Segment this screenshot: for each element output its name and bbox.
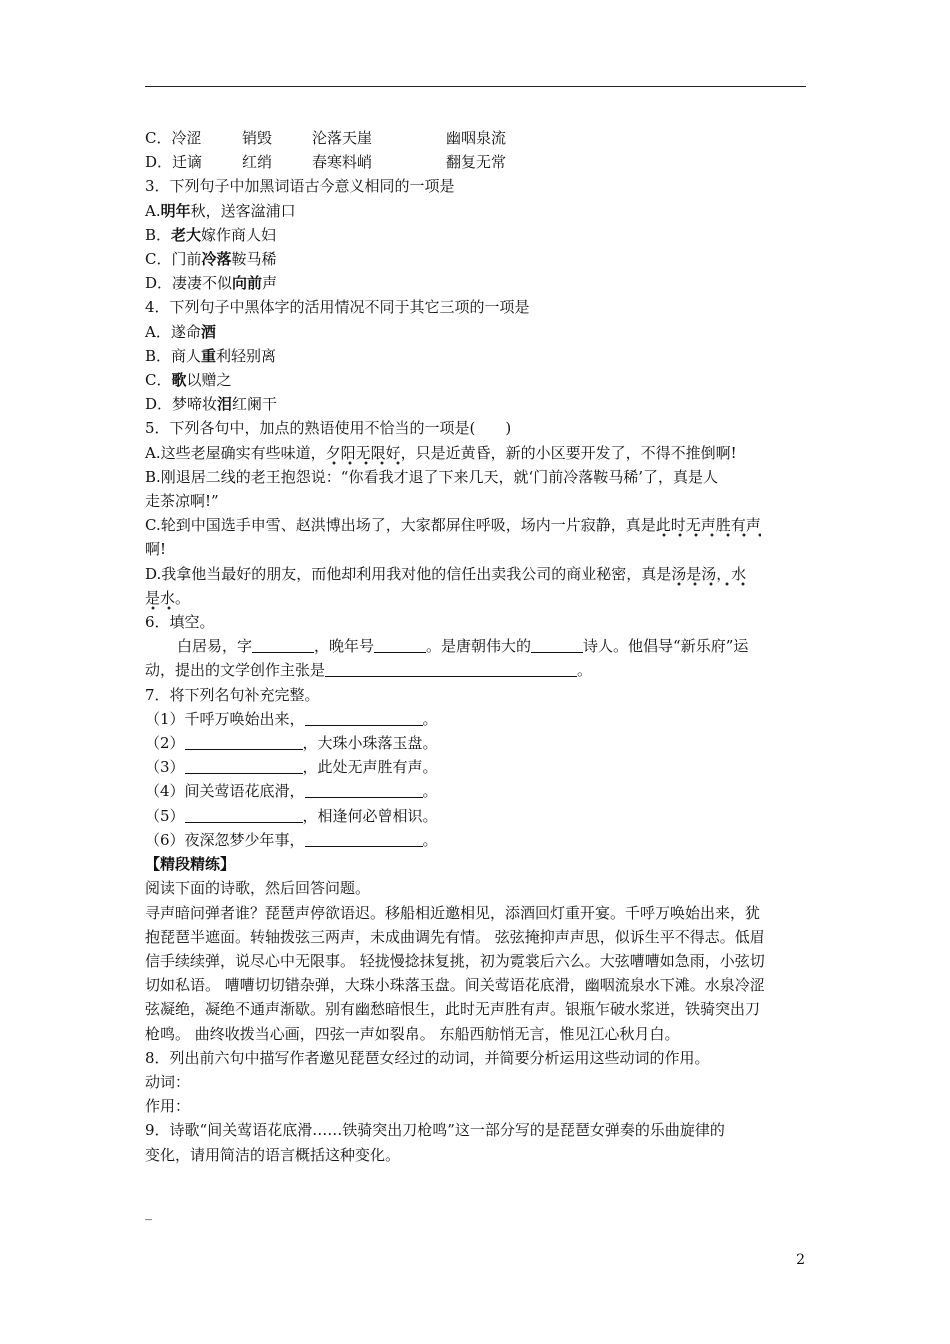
q7-item-1: （1）千呼万唤始出来， 。 — [145, 709, 438, 728]
q6-stem: 6．填空。 — [145, 613, 215, 632]
cell: C．冷涩 — [145, 129, 202, 147]
q5-option-b-line1: B.刚退居二线的老王抱怨说：“你看我才退了下来几天，就‘门前冷落鞍马稀’了，真是人 — [145, 467, 718, 486]
q3-option-a: A.明年秋，送客湓浦口 — [145, 201, 296, 220]
q7-item-5: （5） ，相逢何必曾相识。 — [145, 806, 438, 825]
blank-field — [374, 637, 426, 653]
q5-option-a: A.这些老屋确实有些味道，夕阳无限好，只是近黄昏，新的小区要开发了，不得不推倒啊! — [145, 441, 808, 465]
q8-stem: 8．列出前六句中描写作者邀见琵琶女经过的动词，并简要分析运用这些动词的作用。 — [145, 1048, 710, 1067]
document-body — [145, 126, 808, 1167]
q7-item-2: （2） ，大珠小珠落玉盘。 — [145, 734, 438, 753]
poem-line: 信手续续弹，说尽心中无限事。 轻拢慢捻抹复挑，初为霓裳后六么。大弦嘈嘈如急雨，小弦切 — [145, 951, 765, 970]
blank-field — [305, 782, 423, 798]
cell: 沦落天崖 — [312, 129, 373, 147]
poem-line: 切如私语。 嘈嘈切切错杂弹，大珠小珠落玉盘。间关莺语花底滑，幽咽流泉水下滩。水泉冷涩 — [145, 976, 765, 995]
blank-field — [185, 758, 303, 774]
footer-dash: _ — [145, 1205, 152, 1221]
q5-option-c-line1: C.轮到中国选手申雪、赵洪博出场了，大家都屏住呼吸，场内一片寂静，真是此时无声胜有声 — [145, 513, 808, 537]
section-intro: 阅读下面的诗歌，然后回答问题。 — [145, 879, 371, 898]
cell: D．迁谪 — [145, 153, 203, 172]
q7-item-4: （4）间关莺语花底滑， 。 — [145, 782, 438, 801]
q4-option-b: B．商人重利轻别离 — [145, 346, 277, 365]
q5-option-d-line1: D.我拿他当最好的朋友，而他却利用我对他的信任出卖我公司的商业秘密，真是汤是汤，水 — [145, 562, 808, 586]
poem-line: 抱琵琶半遮面。转轴拨弦三两声，未成曲调先有情。 弦弦掩抑声声思，似诉生平不得志。低眉 — [145, 927, 765, 946]
q2-option-d — [145, 150, 808, 174]
q5-option-d-line2: 是水。 — [145, 586, 808, 610]
q7-item-3: （3） ，此处无声胜有声。 — [145, 758, 438, 777]
blank-field — [305, 710, 423, 726]
q5-stem: 5．下列各句中，加点的熟语使用不恰当的一项是( ) — [145, 419, 512, 438]
q8-verb-label: 动词： — [145, 1072, 191, 1091]
q3-stem: 3．下列句子中加黑词语古今意义相同的一项是 — [145, 177, 455, 196]
q7-stem: 7．将下列名句补充完整。 — [145, 685, 320, 704]
q3-option-c: C．门前冷落鞍马稀 — [145, 250, 277, 269]
q9-line1: 9．诗歌“间关莺语花底滑……铁骑突出刀枪鸣”这一部分写的是琵琶女弹奏的乐曲旋律的 — [145, 1121, 725, 1140]
blank-field — [185, 807, 303, 823]
q2-option-c — [145, 126, 808, 150]
q4-option-a: A．遂命酒 — [145, 322, 216, 341]
page-number: 2 — [796, 1252, 805, 1268]
q5-option-b-line2: 走茶凉啊!” — [145, 492, 219, 511]
q9-line2: 变化，请用简洁的语言概括这种变化。 — [145, 1145, 401, 1164]
cell: 翻复无常 — [446, 153, 507, 172]
cell: 春寒料峭 — [312, 153, 373, 172]
q3-option-b: B．老大嫁作商人妇 — [145, 225, 277, 244]
blank-field — [185, 734, 303, 750]
q3-option-d: D．凄凄不似向前声 — [145, 274, 278, 293]
blank-field — [325, 661, 577, 677]
q8-use-label: 作用： — [145, 1097, 191, 1116]
poem-line: 弦凝绝，凝绝不通声渐歇。别有幽愁暗恨生，此时无声胜有声。银瓶乍破水浆迸，铁骑突出刀 — [145, 1000, 761, 1019]
poem-line: 枪鸣。 曲终收拨当心画，四弦一声如裂帛。 东船西舫悄无言，惟见江心秋月白。 — [145, 1024, 680, 1043]
blank-field — [252, 637, 314, 653]
blank-field — [531, 637, 583, 653]
poem-line: 寻声暗问弹者谁？琵琶声停欲语迟。移船相近邀相见，添酒回灯重开宴。千呼万唤始出来，犹 — [145, 903, 761, 922]
q4-option-d: D．梦啼妆泪红阑干 — [145, 395, 278, 414]
section-title: 【精段精练】 — [145, 855, 236, 874]
blank-field — [305, 831, 423, 847]
q4-stem: 4．下列句子中黑体字的活用情况不同于其它三项的一项是 — [145, 298, 530, 317]
header-rule — [145, 86, 806, 87]
q6-line1: 白居易，字 ，晚年号 。是唐朝伟大的 诗人。他倡导“新乐府”运 — [177, 637, 749, 656]
cell: 幽咽泉流 — [446, 129, 507, 147]
q7-item-6: （6）夜深忽梦少年事， 。 — [145, 830, 438, 849]
cell: 红绡 — [242, 153, 273, 172]
q6-line2: 动，提出的文学创作主张是 。 — [145, 661, 593, 680]
q5-option-c-line2: 啊! — [145, 540, 167, 559]
q4-option-c: C．歌以赠之 — [145, 371, 232, 390]
cell: 销毁 — [242, 129, 273, 147]
